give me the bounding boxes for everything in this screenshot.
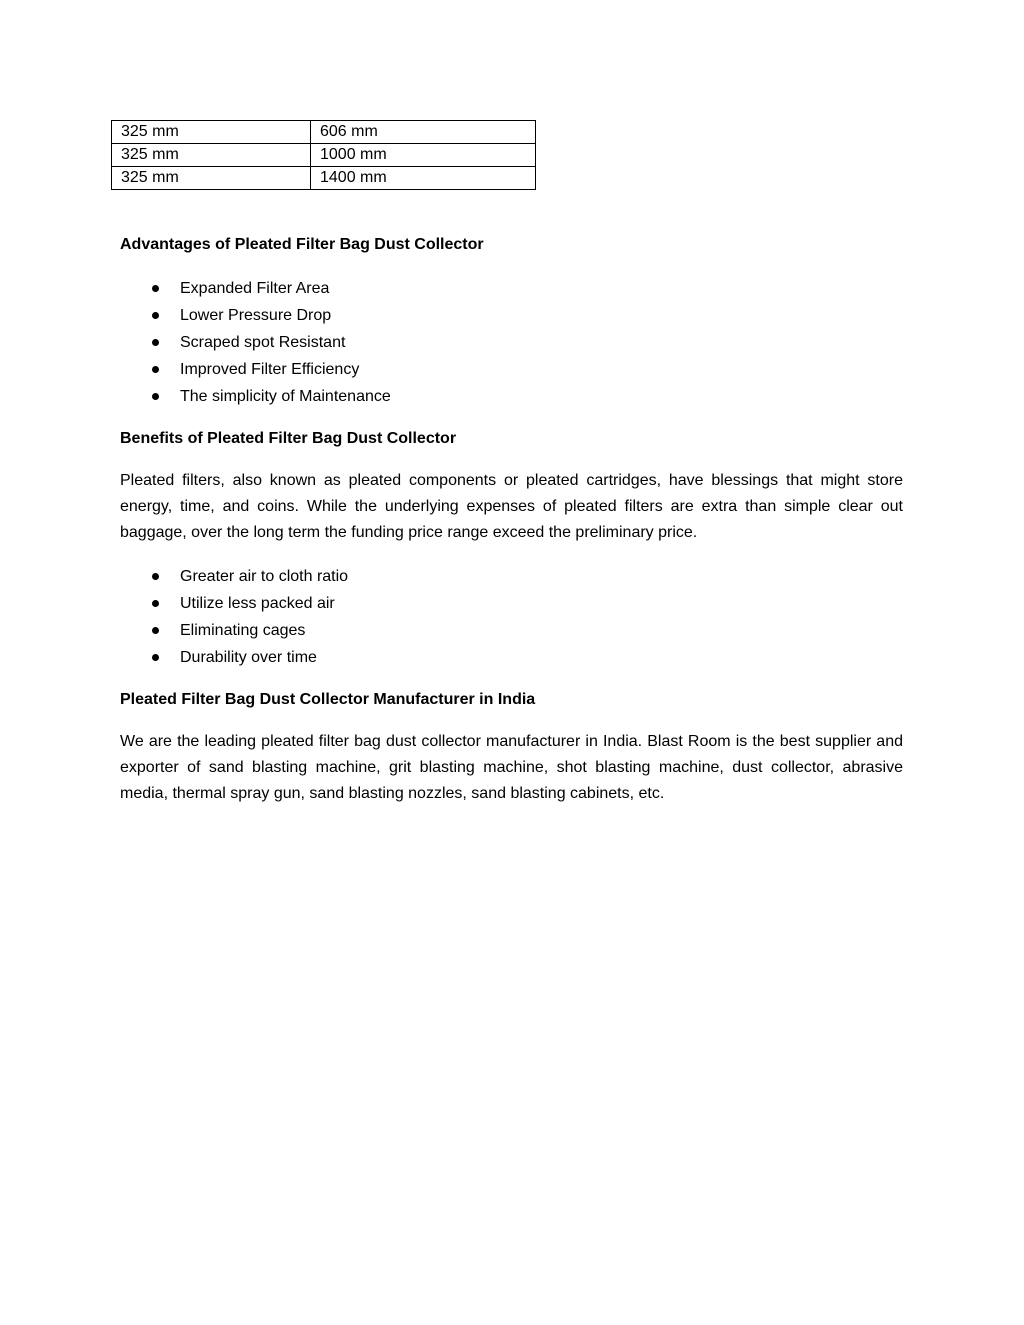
list-item-label: Eliminating cages <box>180 622 306 639</box>
list-item-label: The simplicity of Maintenance <box>180 388 391 405</box>
table-row <box>112 121 536 144</box>
table-cell-length: 606 mm <box>311 121 536 144</box>
benefits-heading: Benefits of Pleated Filter Bag Dust Collector <box>120 430 457 447</box>
table-cell-diameter: 325 mm <box>112 144 311 167</box>
benefits-paragraph: Pleated filters, also known as pleated components or pleated cartridges, have blessings that might store energy, time, and coins. While the underlying expenses of pleated filters are extra than simple clear out baggage, over the long term the funding price range exceed the preliminary price. <box>120 472 903 541</box>
list-item <box>120 648 348 675</box>
list-item-label: Expanded Filter Area <box>180 280 330 297</box>
list-item-label: Greater air to cloth ratio <box>180 568 349 585</box>
manufacturer-paragraph: We are the leading pleated filter bag dust collector manufacturer in India. Blast Room is the best supplier and exporter of sand blasting machine, grit blasting machine, shot blasting machine, dust collector, abrasive media, thermal spray gun, sand blasting nozzles, sand blasting cabinets, etc. <box>120 733 903 802</box>
advantages-list <box>120 279 391 414</box>
list-item <box>120 279 391 306</box>
bullet-icon <box>152 285 159 292</box>
bullet-icon <box>152 627 159 634</box>
table-cell-length: 1000 mm <box>311 144 536 167</box>
size-spec-table <box>111 120 536 190</box>
list-item <box>120 567 348 594</box>
advantages-heading: Advantages of Pleated Filter Bag Dust Collector <box>120 236 484 253</box>
bullet-icon <box>152 654 159 661</box>
bullet-icon <box>152 573 159 580</box>
table-cell-length: 1400 mm <box>311 167 536 190</box>
list-item <box>120 333 391 360</box>
bullet-icon <box>152 339 159 346</box>
list-item <box>120 306 391 333</box>
list-item-label: Utilize less packed air <box>180 595 335 612</box>
list-item-label: Lower Pressure Drop <box>180 307 332 324</box>
list-item <box>120 594 348 621</box>
list-item-label: Scraped spot Resistant <box>180 334 346 351</box>
bullet-icon <box>152 393 159 400</box>
bullet-icon <box>152 600 159 607</box>
table-cell-diameter: 325 mm <box>112 121 311 144</box>
bullet-icon <box>152 366 159 373</box>
list-item-label: Durability over time <box>180 649 317 666</box>
table-row <box>112 167 536 190</box>
bullet-icon <box>152 312 159 319</box>
list-item <box>120 387 391 414</box>
table-cell-diameter: 325 mm <box>112 167 311 190</box>
table-row <box>112 144 536 167</box>
list-item-label: Improved Filter Efficiency <box>180 361 360 378</box>
list-item <box>120 621 348 648</box>
list-item <box>120 360 391 387</box>
benefits-list <box>120 567 348 675</box>
manufacturer-heading: Pleated Filter Bag Dust Collector Manufacturer in India <box>120 691 536 708</box>
